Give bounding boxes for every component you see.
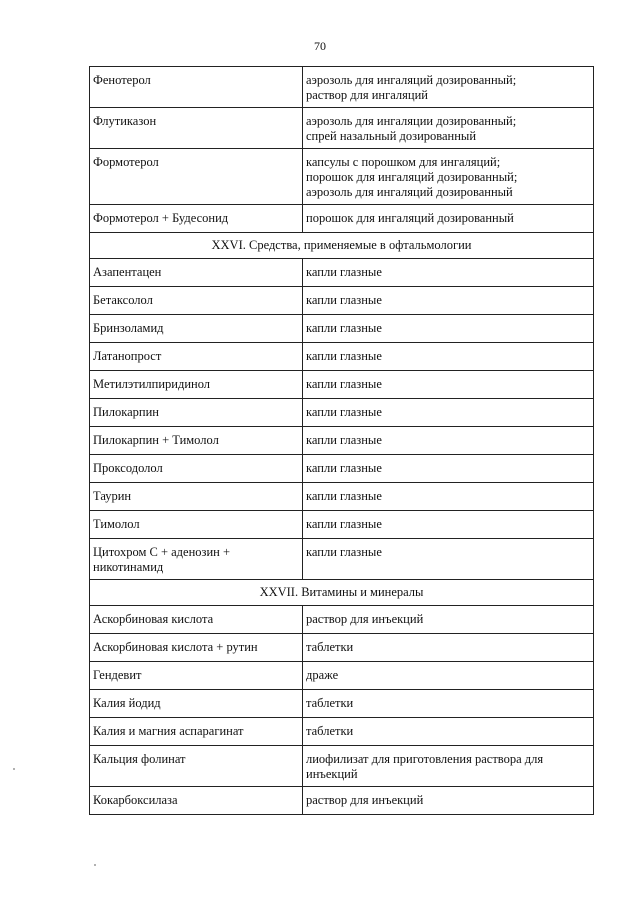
table-row xyxy=(90,511,594,539)
table-row xyxy=(90,259,594,287)
table-row xyxy=(90,399,594,427)
dosage-form-cell: порошок для ингаляций дозированный xyxy=(303,205,594,233)
dosage-form-cell: капли глазные xyxy=(303,511,594,539)
table-row xyxy=(90,718,594,746)
drug-name-cell: Бетаксолол xyxy=(90,287,303,315)
drug-name-cell: Цитохром С + аденозин + никотинамид xyxy=(90,539,303,580)
dosage-form-cell: аэрозоль для ингаляции дозированный; спрей назальный дозированный xyxy=(303,108,594,149)
section-title: XXVII. Витамины и минералы xyxy=(90,580,594,606)
drug-name-cell: Азапентацен xyxy=(90,259,303,287)
table-row xyxy=(90,287,594,315)
table-row xyxy=(90,662,594,690)
drug-name-cell: Кальция фолинат xyxy=(90,746,303,787)
dosage-form-cell: таблетки xyxy=(303,634,594,662)
table-row xyxy=(90,371,594,399)
drug-name-cell: Латанопрост xyxy=(90,343,303,371)
dosage-form-cell: таблетки xyxy=(303,718,594,746)
scan-artifact xyxy=(13,768,15,770)
dosage-form-cell: капли глазные xyxy=(303,343,594,371)
table-row xyxy=(90,634,594,662)
drug-name-cell: Формотерол + Будесонид xyxy=(90,205,303,233)
section-title: XXVI. Средства, применяемые в офтальмологии xyxy=(90,233,594,259)
drug-name-cell: Пилокарпин + Тимолол xyxy=(90,427,303,455)
dosage-form-cell: лиофилизат для приготовления раствора для инъекций xyxy=(303,746,594,787)
dosage-form-cell: капли глазные xyxy=(303,483,594,511)
table-row xyxy=(90,690,594,718)
drug-name-cell: Кокарбоксилаза xyxy=(90,787,303,815)
dosage-form-cell: капли глазные xyxy=(303,455,594,483)
drug-name-cell: Калия йодид xyxy=(90,690,303,718)
table-row xyxy=(90,746,594,787)
drug-name-cell: Бринзоламид xyxy=(90,315,303,343)
drug-name-cell: Флутиказон xyxy=(90,108,303,149)
section-header-row xyxy=(90,580,594,606)
drug-table xyxy=(89,66,594,815)
drug-name-cell: Таурин xyxy=(90,483,303,511)
table-row xyxy=(90,483,594,511)
dosage-form-cell: капли глазные xyxy=(303,539,594,580)
dosage-form-cell: капсулы с порошком для ингаляций; порошок для ингаляций дозированный; аэрозоль для ингаляций дозированный xyxy=(303,149,594,205)
table-row xyxy=(90,787,594,815)
dosage-form-cell: раствор для инъекций xyxy=(303,606,594,634)
table-row xyxy=(90,67,594,108)
dosage-form-cell: раствор для инъекций xyxy=(303,787,594,815)
table-row xyxy=(90,343,594,371)
table-row xyxy=(90,455,594,483)
table-row xyxy=(90,606,594,634)
page-number: 70 xyxy=(314,39,326,53)
drug-name-cell: Аскорбиновая кислота xyxy=(90,606,303,634)
table-row xyxy=(90,539,594,580)
drug-name-cell: Метилэтилпиридинол xyxy=(90,371,303,399)
drug-name-cell: Аскорбиновая кислота + рутин xyxy=(90,634,303,662)
dosage-form-cell: капли глазные xyxy=(303,399,594,427)
table-row xyxy=(90,205,594,233)
drug-name-cell: Пилокарпин xyxy=(90,399,303,427)
dosage-form-cell: драже xyxy=(303,662,594,690)
section-header-row xyxy=(90,233,594,259)
scan-artifact xyxy=(94,864,96,866)
dosage-form-cell: капли глазные xyxy=(303,259,594,287)
drug-name-cell: Калия и магния аспарагинат xyxy=(90,718,303,746)
drug-name-cell: Фенотерол xyxy=(90,67,303,108)
dosage-form-cell: капли глазные xyxy=(303,287,594,315)
dosage-form-cell: капли глазные xyxy=(303,427,594,455)
dosage-form-cell: таблетки xyxy=(303,690,594,718)
table-row xyxy=(90,108,594,149)
drug-name-cell: Формотерол xyxy=(90,149,303,205)
drug-name-cell: Гендевит xyxy=(90,662,303,690)
dosage-form-cell: аэрозоль для ингаляций дозированный; раствор для ингаляций xyxy=(303,67,594,108)
table-row xyxy=(90,315,594,343)
table-row xyxy=(90,149,594,205)
drug-name-cell: Тимолол xyxy=(90,511,303,539)
dosage-form-cell: капли глазные xyxy=(303,371,594,399)
drug-name-cell: Проксодолол xyxy=(90,455,303,483)
dosage-form-cell: капли глазные xyxy=(303,315,594,343)
table-row xyxy=(90,427,594,455)
